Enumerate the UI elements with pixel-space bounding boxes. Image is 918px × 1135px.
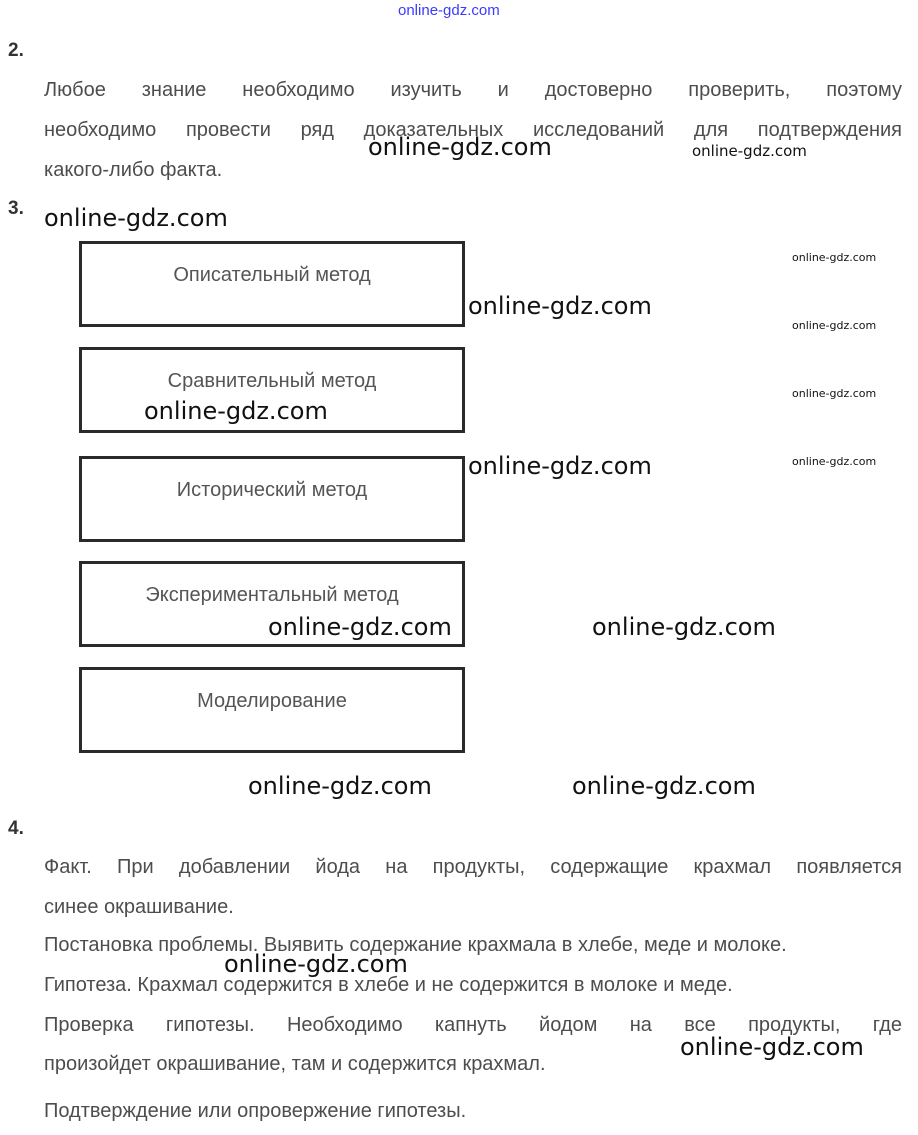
method-box-modeling xyxy=(79,667,465,753)
task-2-line-1: Любое знание необходимо изучить и достоверно проверить, поэтому xyxy=(44,79,902,101)
task-4-confirm: Подтверждение или опровержение гипотезы. xyxy=(44,1100,467,1122)
method-box-descriptive xyxy=(79,241,465,327)
method-label: Экспериментальный метод xyxy=(145,584,399,606)
watermark: online-gdz.com xyxy=(248,772,432,800)
watermark: online-gdz.com xyxy=(44,204,228,232)
watermark: online-gdz.com xyxy=(468,452,652,480)
task-4-fact-line-1: Факт. При добавлении йода на продукты, содержащие крахмал появляется xyxy=(44,856,902,878)
task-4-problem: Постановка проблемы. Выявить содержание крахмала в хлебе, меде и молоке. xyxy=(44,934,787,956)
watermark: online-gdz.com xyxy=(468,292,652,320)
site-link[interactable]: online-gdz.com xyxy=(398,2,500,19)
watermark: online-gdz.com xyxy=(268,613,452,641)
watermark: online-gdz.com xyxy=(592,613,776,641)
task-4-number: 4. xyxy=(8,818,24,839)
watermark: online-gdz.com xyxy=(792,455,877,468)
method-label: Сравнительный метод xyxy=(167,370,377,392)
watermark: online-gdz.com xyxy=(144,397,328,425)
method-label: Исторический метод xyxy=(176,479,368,501)
watermark: online-gdz.com xyxy=(224,950,408,978)
task-3-number: 3. xyxy=(8,198,24,219)
task-4-check-line-2: произойдет окрашивание, там и содержится крахмал. xyxy=(44,1053,546,1075)
task-4-hypothesis: Гипотеза. Крахмал содержится в хлебе и не содержится в молоке и меде. xyxy=(44,974,733,996)
watermark: online-gdz.com xyxy=(368,133,552,161)
task-2-line-2: необходимо провести ряд доказательных исследований для подтверждения xyxy=(44,119,902,141)
method-box-historical xyxy=(79,456,465,542)
task-2-number: 2. xyxy=(8,40,24,61)
task-4-fact-line-2: синее окрашивание. xyxy=(44,896,234,918)
task-2-line-3: какого-либо факта. xyxy=(44,159,223,181)
task-4-check-line-1: Проверка гипотезы. Необходимо капнуть йодом на все продукты, где xyxy=(44,1014,902,1036)
watermark: online-gdz.com xyxy=(792,251,877,264)
watermark: online-gdz.com xyxy=(680,1033,864,1061)
watermark: online-gdz.com xyxy=(572,772,756,800)
watermark: online-gdz.com xyxy=(792,319,877,332)
method-label: Описательный метод xyxy=(173,264,371,286)
watermark: online-gdz.com xyxy=(792,387,877,400)
watermark: online-gdz.com xyxy=(692,142,807,160)
method-label: Моделирование xyxy=(197,690,347,712)
